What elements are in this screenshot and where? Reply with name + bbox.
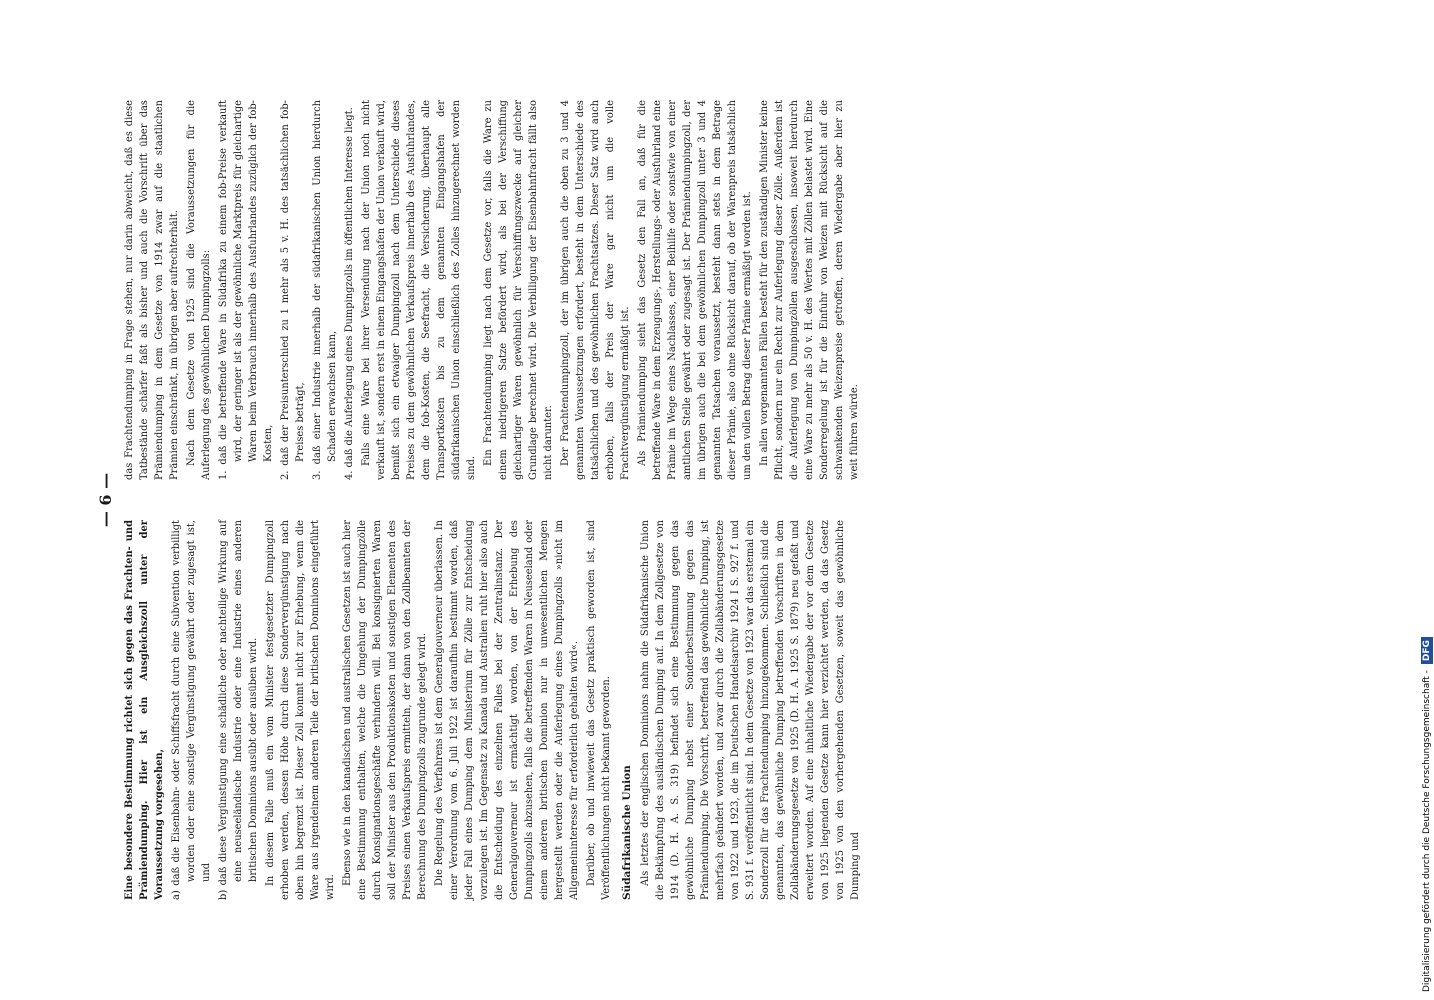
paragraph: Ebenso wie in den kanadischen und australischen Gesetzen ist auch hier eine Bestimmung enthalten, welche die Umgehung der Dumpingzölle durch Konsignationsgeschäfte verhindern will. Bei konsignierten Waren soll der Minister aus den Produktionskosten und sonstigen Elementen des Preises einen Verkaufspreis ermitteln, der dann von den Zollbeamten der Berechnung des Dumpingzolls zugrunde gelegt wird. (342, 520, 428, 900)
paragraph: das Frachtendumping in Frage stehen, nur darin abweicht, daß es diese Tatbestände schärfer faßt als bisher und auch die Vorschrift über das Prämiendumping in dem Gesetze von 1914 zwar auf die staatlichen Prämien einschränkt, im übrigen aber aufrechterhält. (124, 100, 180, 480)
list-item: b) daß diese Vergünstigung eine schädliche oder nachteilige Wirkung auf eine neuseeländische Industrie oder eine Industrie eines anderen britischen Dominions ausübt oder ausüben wird. (218, 520, 259, 900)
list-item: 3. daß einer Industrie innerhalb der südafrikanischen Union hierdurch Schaden erwachsen kann, (312, 100, 338, 480)
paragraph: Falls eine Ware bei ihrer Versendung nach der Union noch nicht verkauft ist, sondern erst in einem Eingangshafen der Union verkauft wird, bemißt sich ein etwaiger Dumpingzoll nach dem Unterschiede dieses Preises zu dem gewöhnlichen Verkaufspreis innerhalb des Ausfuhrlandes, dem die fob-Kosten, die Seefracht, die Versicherung, überhaupt alle Transportkosten bis zu dem genannten Eingangshafen der südafrikanischen Union einschließlich des Zolles hinzugerechnet worden sind. (361, 100, 477, 480)
document-page (94, 100, 1284, 900)
digitization-footer (1419, 8, 1434, 992)
footer-text (1419, 8, 1434, 992)
paragraph: Eine besondere Bestimmung richtet sich gegen das Frachten- und Prämiendumping. Hier ist ein Ausgleichszoll unter der Voraussetzung vorgesehen, (124, 520, 165, 900)
list-item: 2. daß der Preisunterschied zu 1 mehr als 5 v. H. des tatsächlichen fob-Preises beträgt, (280, 100, 306, 480)
paragraph: Der Frachtendumpingzoll, der im übrigen auch die oben zu 3 und 4 genannten Voraussetzungen erfordert, besteht in dem Unterschiede des tatsächlichen und des gewöhnlichen Frachtsatzes. Dieser Satz wird auch erhoben, falls der Preis der Ware gar nicht um die volle Frachtvergünstigung ermäßigt ist. (560, 100, 631, 480)
paragraph: Ein Frachtendumping liegt nach dem Gesetze vor, falls die Ware zu einem niedrigeren Satze befördert wird, als bei der Verschiffung gleichartiger Waren gewöhnlich für Verschiffungszwecke auf gleicher Grundlage berechnet wird. Die Verbilligung der Eisenbahnfracht fällt also nicht darunter. (483, 100, 554, 480)
list-item: 1. daß die betreffende Ware in Südafrika zu einem fob-Preise verkauft wird, der geringer ist als der gewöhnliche Marktpreis für gleichartige Waren beim Verbrauch innerhalb des Ausfuhrlandes zuzüglich der fob-Kosten, (218, 100, 274, 480)
list-item: 4. daß die Auferlegung eines Dumpingzolls im öffentlichen Interesse liegt. (344, 107, 355, 480)
paragraph: In allen vorgenannten Fällen besteht für den zuständigen Minister keine Pflicht, sondern nur ein Recht zur Auferlegung dieser Zölle. Außerdem ist die Auferlegung von Dumpingzöllen ausgeschlossen, insoweit hierdurch eine Ware zu mehr als 50 v. H. des Wertes mit Zöllen belastet wird. Eine Sonderregelung ist für die Einfuhr von Weizen mit Rücksicht auf die schwankenden Weizenpreise getroffen, deren Wiedergabe aber hier zu weit führen würde. (759, 100, 860, 480)
paragraph: Die Regelung des Verfahrens ist dem Generalgouverneur überlassen. In einer Verordnung vom 6. Juli 1922 ist daraufhin bestimmt worden, daß jeder Fall eines Dumping dem Ministerium für Zölle zur Entscheidung vorzulegen ist. Im Gegensatz zu Kanada und Australien ruht hier also auch die Entscheidung des einzelnen Falles bei der Zentralinstanz. Der Generalgouverneur ist ermächtigt worden, von der Erhebung des Dumpingzolls abzusehen, falls die betreffenden Waren in Neuseeland oder einem anderen britischen Dominion nur in unwesentlichen Mengen hergestellt werden oder die Auferlegung eines Dumpingzolls »nicht im Allgemeininteresse für erforderlich gehalten wird«. (434, 520, 580, 900)
footer-credit: Digitalisierung gefördert durch die Deutsche Forschungsgemeinschaft - (1422, 670, 1432, 992)
paragraph: Darüber, ob und inwieweit das Gesetz praktisch geworden ist, sind Veröffentlichungen nicht bekannt geworden. (586, 520, 612, 900)
dfg-logo-icon: DFG (1421, 637, 1433, 664)
page-number: — 6 — (96, 472, 115, 528)
section-heading: Südafrikanische Union (621, 765, 633, 900)
paragraph: Als Prämiendumping sieht das Gesetz den Fall an, daß für die betreffende Ware in dem Erzeugungs-, Herstellungs- oder Ausfuhrland eine Prämie im Wege eines Nachlasses, einer Beihilfe oder sonstwie von einer amtlichen Stelle gewährt oder zugesagt ist. Der Prämiendumpingzoll, der im übrigen auch die bei dem gewöhnlichen Dumpingzoll unter 3 und 4 genannten Tatsachen voraussetzt, besteht dann stets in dem Betrage dieser Prämie, also ohne Rücksicht darauf, ob der Warenpreis tatsächlich um den vollen Betrag dieser Prämie ermäßigt worden ist. (637, 100, 753, 480)
left-column (122, 520, 865, 900)
paragraph: Als letztes der englischen Dominions nahm die Südafrikanische Union die Bekämpfung des ausländischen Dumping auf. In dem Zollgesetze von 1914 (D. H. A. S. 319) befindet sich eine Bestimmung gegen das gewöhnliche Dumping nebst einer Sonderbestimmung gegen das Prämiendumping. Die Vorschrift, betreffend das gewöhnliche Dumping, ist mehrfach geändert worden, und zwar durch die Zollabänderungsgesetze von 1922 und 1923, die im Deutschen Handelsarchiv 1924 I S. 927 f. und S. 931 f. veröffentlicht sind. In dem Gesetze von 1923 war das erstemal ein Sonderzoll für das Frachtendumping hinzugekommen. Schließlich sind die genannten, das gewöhnliche Dumping betreffenden Vorschriften in dem Zollabänderungsgesetze von 1925 (D. H. A. 1925 S. 1879) neu gefaßt und erweitert worden. Auf eine inhaltliche Wiedergabe der vor dem Gesetze von 1925 liegenden Gesetze kann hier verzichtet werden, da das Gesetz von 1925 von den vorhergehenden Gesetzen, soweit das gewöhnliche Dumping und (640, 520, 861, 900)
list-item: a) daß die Eisenbahn- oder Schiffsfracht durch eine Subvention verbilligt worden oder eine sonstige Vergünstigung gewährt oder zugesagt ist, und (171, 520, 212, 900)
right-column (122, 100, 864, 480)
paragraph: Nach dem Gesetze von 1925 sind die Voraussetzungen für die Auferlegung des gewöhnlichen Dumpingzolls: (186, 100, 212, 480)
paragraph: In diesem Falle muß ein vom Minister festgesetzter Dumpingzoll erhoben werden, dessen Höhe durch diese Sondervergünstigung nach oben hin begrenzt ist. Dieser Zoll kommt nicht zur Erhebung, wenn die Ware aus irgendeinem anderen Teile der britischen Dominions eingeführt wird. (265, 520, 336, 900)
